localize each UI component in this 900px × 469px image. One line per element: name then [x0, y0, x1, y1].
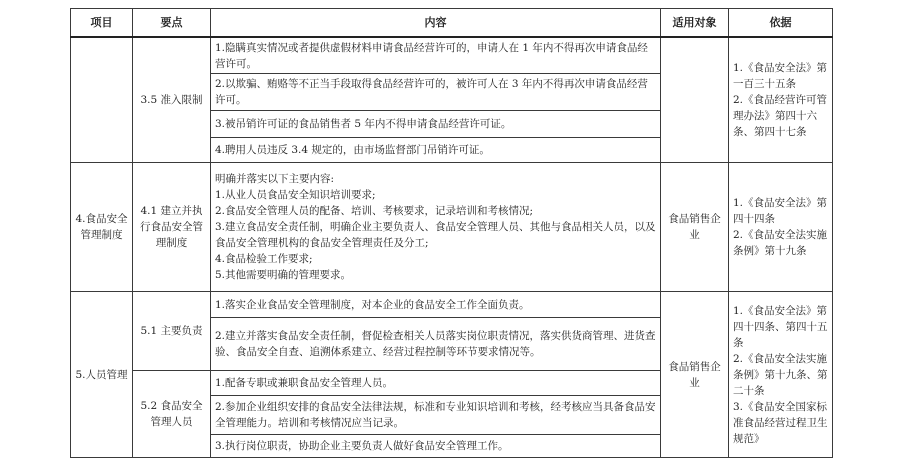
basis-3-5-2: 2.《食品经营许可管理办法》第四十六条、第四十七条 — [733, 94, 828, 138]
basis-3-5-1: 1.《食品安全法》第一百三十五条 — [733, 62, 828, 90]
content-3-5-4: 4.聘用人员违反 3.4 规定的，由市场监督部门吊销许可证。 — [211, 138, 661, 163]
content-4-1-3: 3.建立食品安全责任制，明确企业主要负责人、食品安全管理人员、其他与食品相关人员，以及食品安全管理机构的食品安全管理责任及分工; — [215, 221, 656, 249]
content-3-5-2: 2.以欺骗、贿赂等不正当手段取得食品经营许可的，被许可人在 3 年内不得再次申请食品经营许可。 — [211, 74, 661, 111]
target-5: 食品销售企业 — [661, 292, 729, 458]
basis-5-1: 1.《食品安全法》第四十四条、第四十五条 — [733, 304, 828, 349]
table-row — [71, 292, 833, 318]
regulation-table — [70, 8, 833, 458]
content-3-5-1: 1.隐瞒真实情况或者提供虚假材料申请食品经营许可的，申请人在 1 年内不得再次申请食品经营许可。 — [211, 37, 661, 74]
basis-5-2: 2.《食品安全法实施条例》第十九条、第二十条 — [733, 352, 828, 397]
header-point: 要点 — [133, 9, 211, 38]
table-row — [71, 163, 833, 292]
item-cell-3 — [71, 37, 133, 163]
header-item: 项目 — [71, 9, 133, 38]
content-4-1-2: 2.食品安全管理人员的配备、培训、考核要求，记录培训和考核情况; — [215, 205, 534, 217]
header-row — [71, 9, 833, 38]
target-cell-3 — [661, 37, 729, 163]
content-5-2-2: 2.参加企业组织安排的食品安全法律法规，标准和专业知识培训和考核，经考核应当具备食品安全管理能力。培训和考核情况应当记录。 — [211, 396, 661, 435]
point-3-5: 3.5 准入限制 — [133, 37, 211, 163]
basis-4-1: 1.《食品安全法》第四十四条 — [733, 197, 828, 225]
point-5-1: 5.1 主要负责 — [133, 292, 211, 371]
content-4-1-0: 明确并落实以下主要内容: — [215, 173, 335, 185]
content-5-1-1: 1.落实企业食品安全管理制度，对本企业的食品安全工作全面负责。 — [211, 292, 661, 318]
header-basis: 依据 — [729, 9, 833, 38]
basis-4-2: 2.《食品安全法实施条例》第十九条 — [733, 229, 828, 257]
content-5-2-1: 1.配备专职或兼职食品安全管理人员。 — [211, 371, 661, 396]
item-4: 4.食品安全管理制度 — [71, 163, 133, 292]
basis-3-5 — [729, 37, 833, 163]
content-4-1 — [211, 163, 661, 292]
content-4-1-1: 1.从业人员食品安全知识培训要求; — [215, 189, 376, 201]
content-5-1-2: 2.建立并落实食品安全责任制，督促检查相关人员落实岗位职责情况，落实供货商管理、进货查验、食品安全自查、追溯体系建立、经营过程控制等环节要求情况等。 — [211, 318, 661, 371]
content-3-5-3: 3.被吊销许可证的食品销售者 5 年内不得申请食品经营许可证。 — [211, 111, 661, 138]
basis-5-3: 3.《食品安全国家标准食品经营过程卫生规范》 — [733, 400, 828, 445]
content-4-1-5: 5.其他需要明确的管理要求。 — [215, 269, 352, 281]
basis-4 — [729, 163, 833, 292]
table-row — [71, 37, 833, 74]
content-5-2-3: 3.执行岗位职责，协助企业主要负责人做好食品安全管理工作。 — [211, 435, 661, 458]
content-4-1-4: 4.食品检验工作要求; — [215, 253, 313, 265]
point-5-2: 5.2 食品安全管理人员 — [133, 371, 211, 458]
basis-5 — [729, 292, 833, 458]
header-target: 适用对象 — [661, 9, 729, 38]
point-4-1: 4.1 建立并执行食品安全管理制度 — [133, 163, 211, 292]
header-content: 内容 — [211, 9, 661, 38]
target-4: 食品销售企业 — [661, 163, 729, 292]
item-5: 5.人员管理 — [71, 292, 133, 458]
